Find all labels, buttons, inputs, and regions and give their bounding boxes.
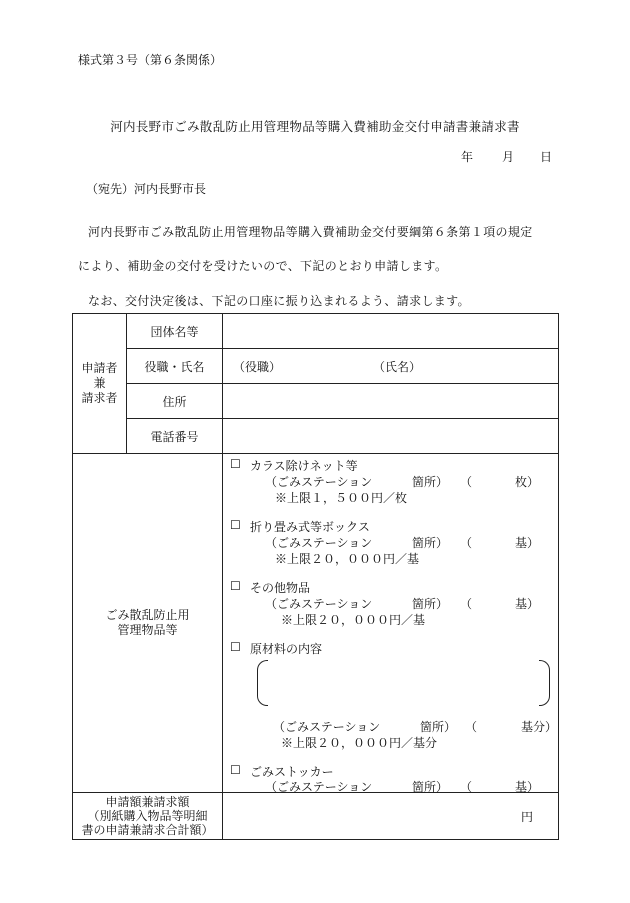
raw-materials-checkbox[interactable]: ☐ (230, 640, 241, 654)
crow-net-label: カラス除けネット等 (250, 459, 358, 473)
limit-text: ※上限２０，０００円／基 (281, 613, 426, 627)
address-field[interactable] (223, 384, 559, 419)
paren-open-text: （ (465, 720, 478, 734)
unit-text: 基分） (521, 720, 558, 734)
station-count-text: 箇所） (412, 475, 449, 489)
date-year-label: 年 (461, 150, 474, 164)
limit-text: ※上限２０，０００円／基分 (281, 736, 438, 750)
raw-materials-label: 原材料の内容 (250, 642, 323, 656)
body-paragraph-1: 河内長野市ごみ散乱防止用管理物品等購入費補助金交付要綱第６条第１項の規定 (88, 225, 533, 239)
yen-unit: 円 (521, 810, 534, 824)
paren-open-text: （ (460, 475, 473, 489)
address-label: 住所 (127, 384, 223, 419)
station-open-text: （ごみステーション (273, 720, 381, 734)
form-number-label: 様式第３号（第６条関係） (78, 53, 223, 67)
other-items-label: その他物品 (250, 581, 311, 595)
name-paren-label: （氏名） (373, 360, 422, 374)
station-open-text: （ごみステーション (265, 536, 373, 550)
items-label: ごみ散乱防止用 管理物品等 (73, 454, 223, 793)
paren-open-text: （ (460, 597, 473, 611)
other-items-checkbox[interactable]: ☐ (230, 579, 241, 593)
phone-label: 電話番号 (127, 419, 223, 454)
application-table (72, 313, 559, 840)
unit-text: 基） (515, 536, 540, 550)
date-month-label: 月 (502, 150, 515, 164)
addressee: （宛先）河内長野市長 (86, 182, 207, 196)
raw-materials-field[interactable] (267, 660, 539, 704)
station-count-text: 箇所） (412, 536, 449, 550)
applicant-group-label: 申請者 兼 請求者 (73, 314, 127, 454)
position-paren-label: （役職） (233, 360, 282, 374)
document-title: 河内長野市ごみ散乱防止用管理物品等購入費補助金交付申請書兼請求書 (110, 119, 520, 134)
unit-text: 基） (515, 780, 540, 794)
paren-open-text: （ (460, 780, 473, 794)
right-bracket (539, 660, 550, 706)
unit-text: 枚） (515, 475, 540, 489)
total-label: 申請額兼請求額 （別紙購入物品等明細 書の申請兼請求合計額） (73, 793, 223, 840)
station-open-text: （ごみステーション (265, 780, 373, 794)
body-paragraph-3: なお、交付決定後は、下記の口座に振り込まれるよう、請求します。 (88, 294, 470, 308)
org-name-field[interactable] (223, 314, 559, 349)
garbage-stocker-checkbox[interactable]: ☐ (230, 763, 241, 777)
garbage-stocker-label: ごみストッカー (250, 765, 334, 779)
position-name-field[interactable] (223, 349, 559, 384)
org-name-label: 団体名等 (127, 314, 223, 349)
limit-text: ※上限１，５００円／枚 (275, 491, 408, 505)
station-count-text: 箇所） (412, 597, 449, 611)
folding-box-label: 折り畳み式等ボックス (250, 520, 370, 534)
total-amount-field[interactable] (223, 793, 559, 840)
body-paragraph-2: により、補助金の交付を受けたいので、下記のとおり申請します。 (78, 259, 448, 273)
position-name-label: 役職・氏名 (127, 349, 223, 384)
station-count-text: 箇所） (420, 720, 457, 734)
paren-open-text: （ (460, 536, 473, 550)
crow-net-checkbox[interactable]: ☐ (230, 457, 241, 471)
items-cell (223, 454, 559, 793)
phone-field[interactable] (223, 419, 559, 454)
unit-text: 基） (515, 597, 540, 611)
folding-box-checkbox[interactable]: ☐ (230, 518, 241, 532)
date-day-label: 日 (540, 150, 553, 164)
station-open-text: （ごみステーション (265, 597, 373, 611)
station-count-text: 箇所） (412, 780, 449, 794)
limit-text: ※上限２０，０００円／基 (275, 552, 420, 566)
station-open-text: （ごみステーション (265, 475, 373, 489)
